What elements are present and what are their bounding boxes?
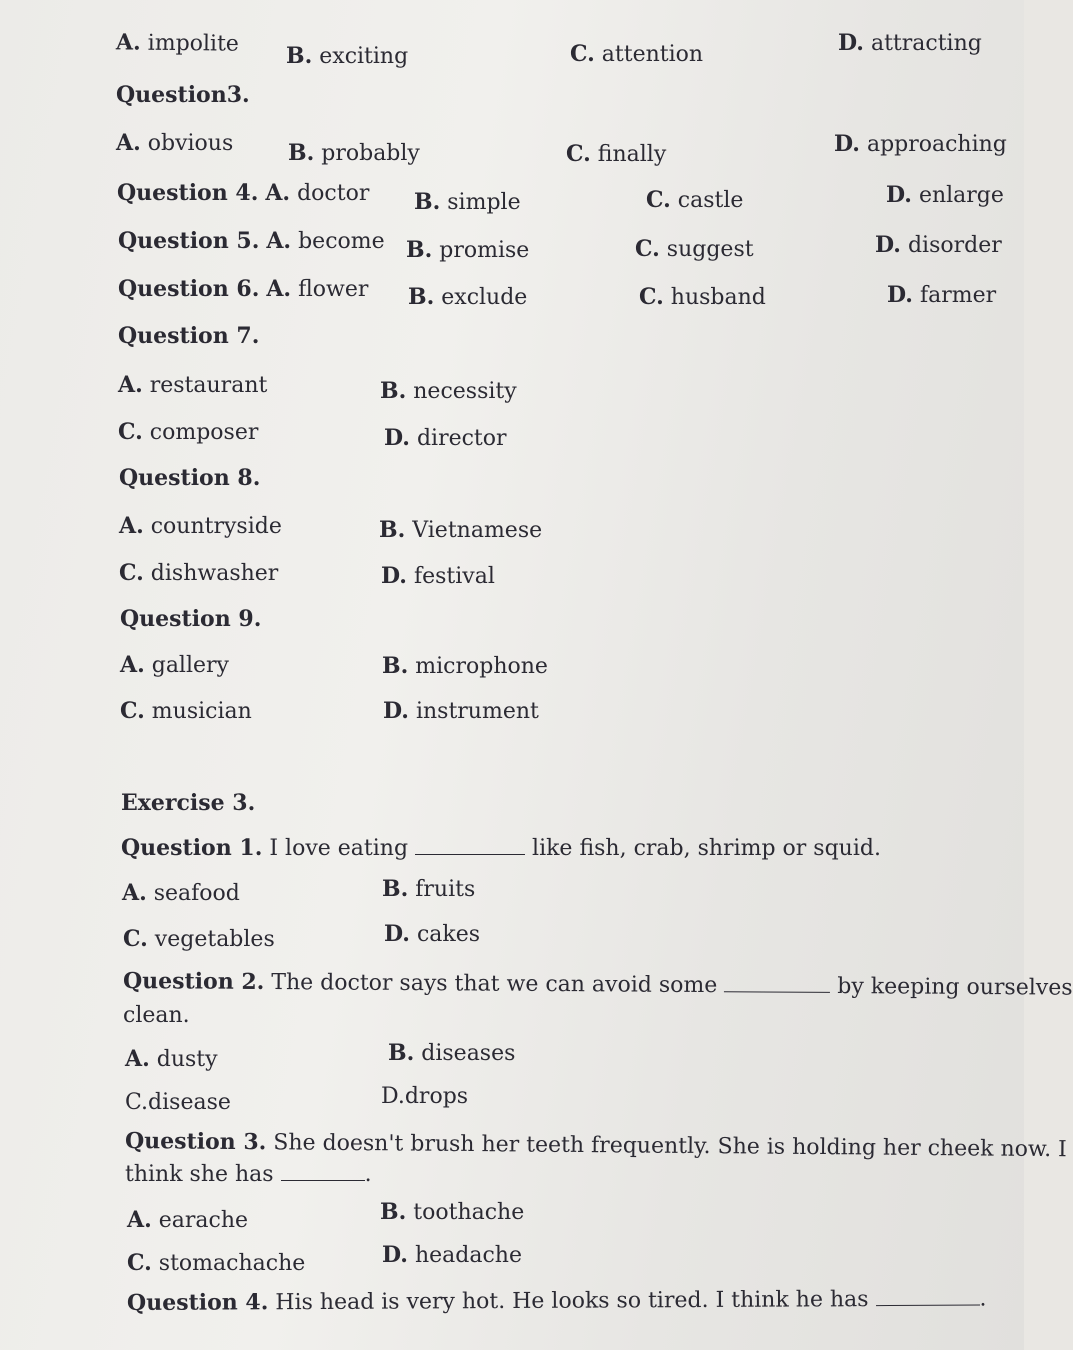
ex3-question-4: Question 4. His head is very hot. He looks so tired. I think he has .	[126, 1286, 987, 1316]
ex3-q3-option-a: A. earache	[127, 1207, 249, 1233]
q7-option-c: C. composer	[118, 419, 259, 445]
q7-option-d: D. director	[384, 425, 507, 451]
ex3-q1-option-d: D. cakes	[384, 921, 481, 947]
q4-option-a: Question 4. A. doctor	[117, 180, 370, 206]
ex3-q2-option-c: C.disease	[125, 1090, 231, 1115]
q6-option-d: D. farmer	[887, 282, 997, 308]
q9-option-a: A. gallery	[120, 652, 229, 678]
answer-blank[interactable]	[724, 973, 830, 993]
ex3-q1-option-c: C. vegetables	[123, 926, 275, 952]
answer-blank[interactable]	[875, 1287, 979, 1307]
q3-option-b: B. probably	[288, 140, 420, 166]
question-3-label: Question3.	[116, 82, 250, 108]
q6-option-a: Question 6. A. flower	[118, 276, 369, 302]
answer-blank[interactable]	[415, 836, 525, 855]
q8-option-a: A. countryside	[119, 513, 282, 539]
q2-option-d: D. attracting	[838, 30, 982, 56]
ex3-q2-option-b: B. diseases	[388, 1040, 516, 1066]
ex3-q2-text-cont: clean.	[123, 1003, 190, 1028]
q2-option-a: A. impolite	[115, 29, 240, 57]
ex3-q3-option-b: B. toothache	[380, 1199, 525, 1225]
q9-option-b: B. microphone	[382, 653, 548, 679]
q7-option-a: A. restaurant	[118, 372, 268, 398]
q9-option-c: C. musician	[120, 698, 252, 724]
q9-option-d: D. instrument	[383, 698, 539, 724]
exercise-3-title: Exercise 3.	[121, 790, 256, 816]
ex3-q1-option-b: B. fruits	[382, 876, 476, 902]
ex3-q2-option-a: A. dusty	[125, 1046, 218, 1072]
bleed-through	[700, 85, 706, 109]
q5-option-a: Question 5. A. become	[118, 228, 385, 254]
answer-blank[interactable]	[281, 1162, 365, 1181]
q6-option-c: C. husband	[639, 284, 766, 310]
question-8-label: Question 8.	[119, 465, 261, 491]
ex3-question-3: Question 3. She doesn't brush her teeth frequently. She is holding her cheek now. I	[124, 1128, 1067, 1163]
q8-option-b: B. Vietnamese	[379, 517, 543, 543]
q5-option-b: B. promise	[406, 237, 530, 263]
q5-option-c: C. suggest	[635, 236, 754, 262]
ex3-question-1: Question 1. I love eating like fish, crab, shrimp or squid.	[121, 835, 881, 861]
question-9-label: Question 9.	[120, 606, 262, 632]
q4-option-b: B. simple	[414, 189, 521, 215]
q6-option-b: B. exclude	[408, 284, 528, 310]
ex3-question-2: Question 2. The doctor says that we can avoid some by keeping ourselves	[122, 968, 1073, 1001]
question-7-label: Question 7.	[118, 323, 260, 349]
q3-option-c: C. finally	[566, 141, 667, 167]
q8-option-c: C. dishwasher	[119, 560, 279, 586]
q4-option-d: D. enlarge	[886, 182, 1004, 208]
q4-option-c: C. castle	[646, 187, 744, 213]
q3-option-a: A. obvious	[116, 130, 234, 156]
q3-option-d: D. approaching	[834, 131, 1007, 157]
q2-option-c: C. attention	[570, 41, 704, 67]
ex3-q3-option-c: C. stomachache	[127, 1250, 306, 1276]
q8-option-d: D. festival	[381, 563, 495, 589]
q7-option-b: B. necessity	[380, 378, 517, 404]
ex3-q1-option-a: A. seafood	[122, 880, 240, 906]
ex3-q3-line2: think she has .	[125, 1162, 372, 1187]
q2-option-b: B. exciting	[286, 43, 409, 69]
q5-option-d: D. disorder	[875, 232, 1002, 258]
ex3-q2-option-d: D.drops	[381, 1084, 469, 1109]
ex3-q3-option-d: D. headache	[382, 1242, 522, 1268]
